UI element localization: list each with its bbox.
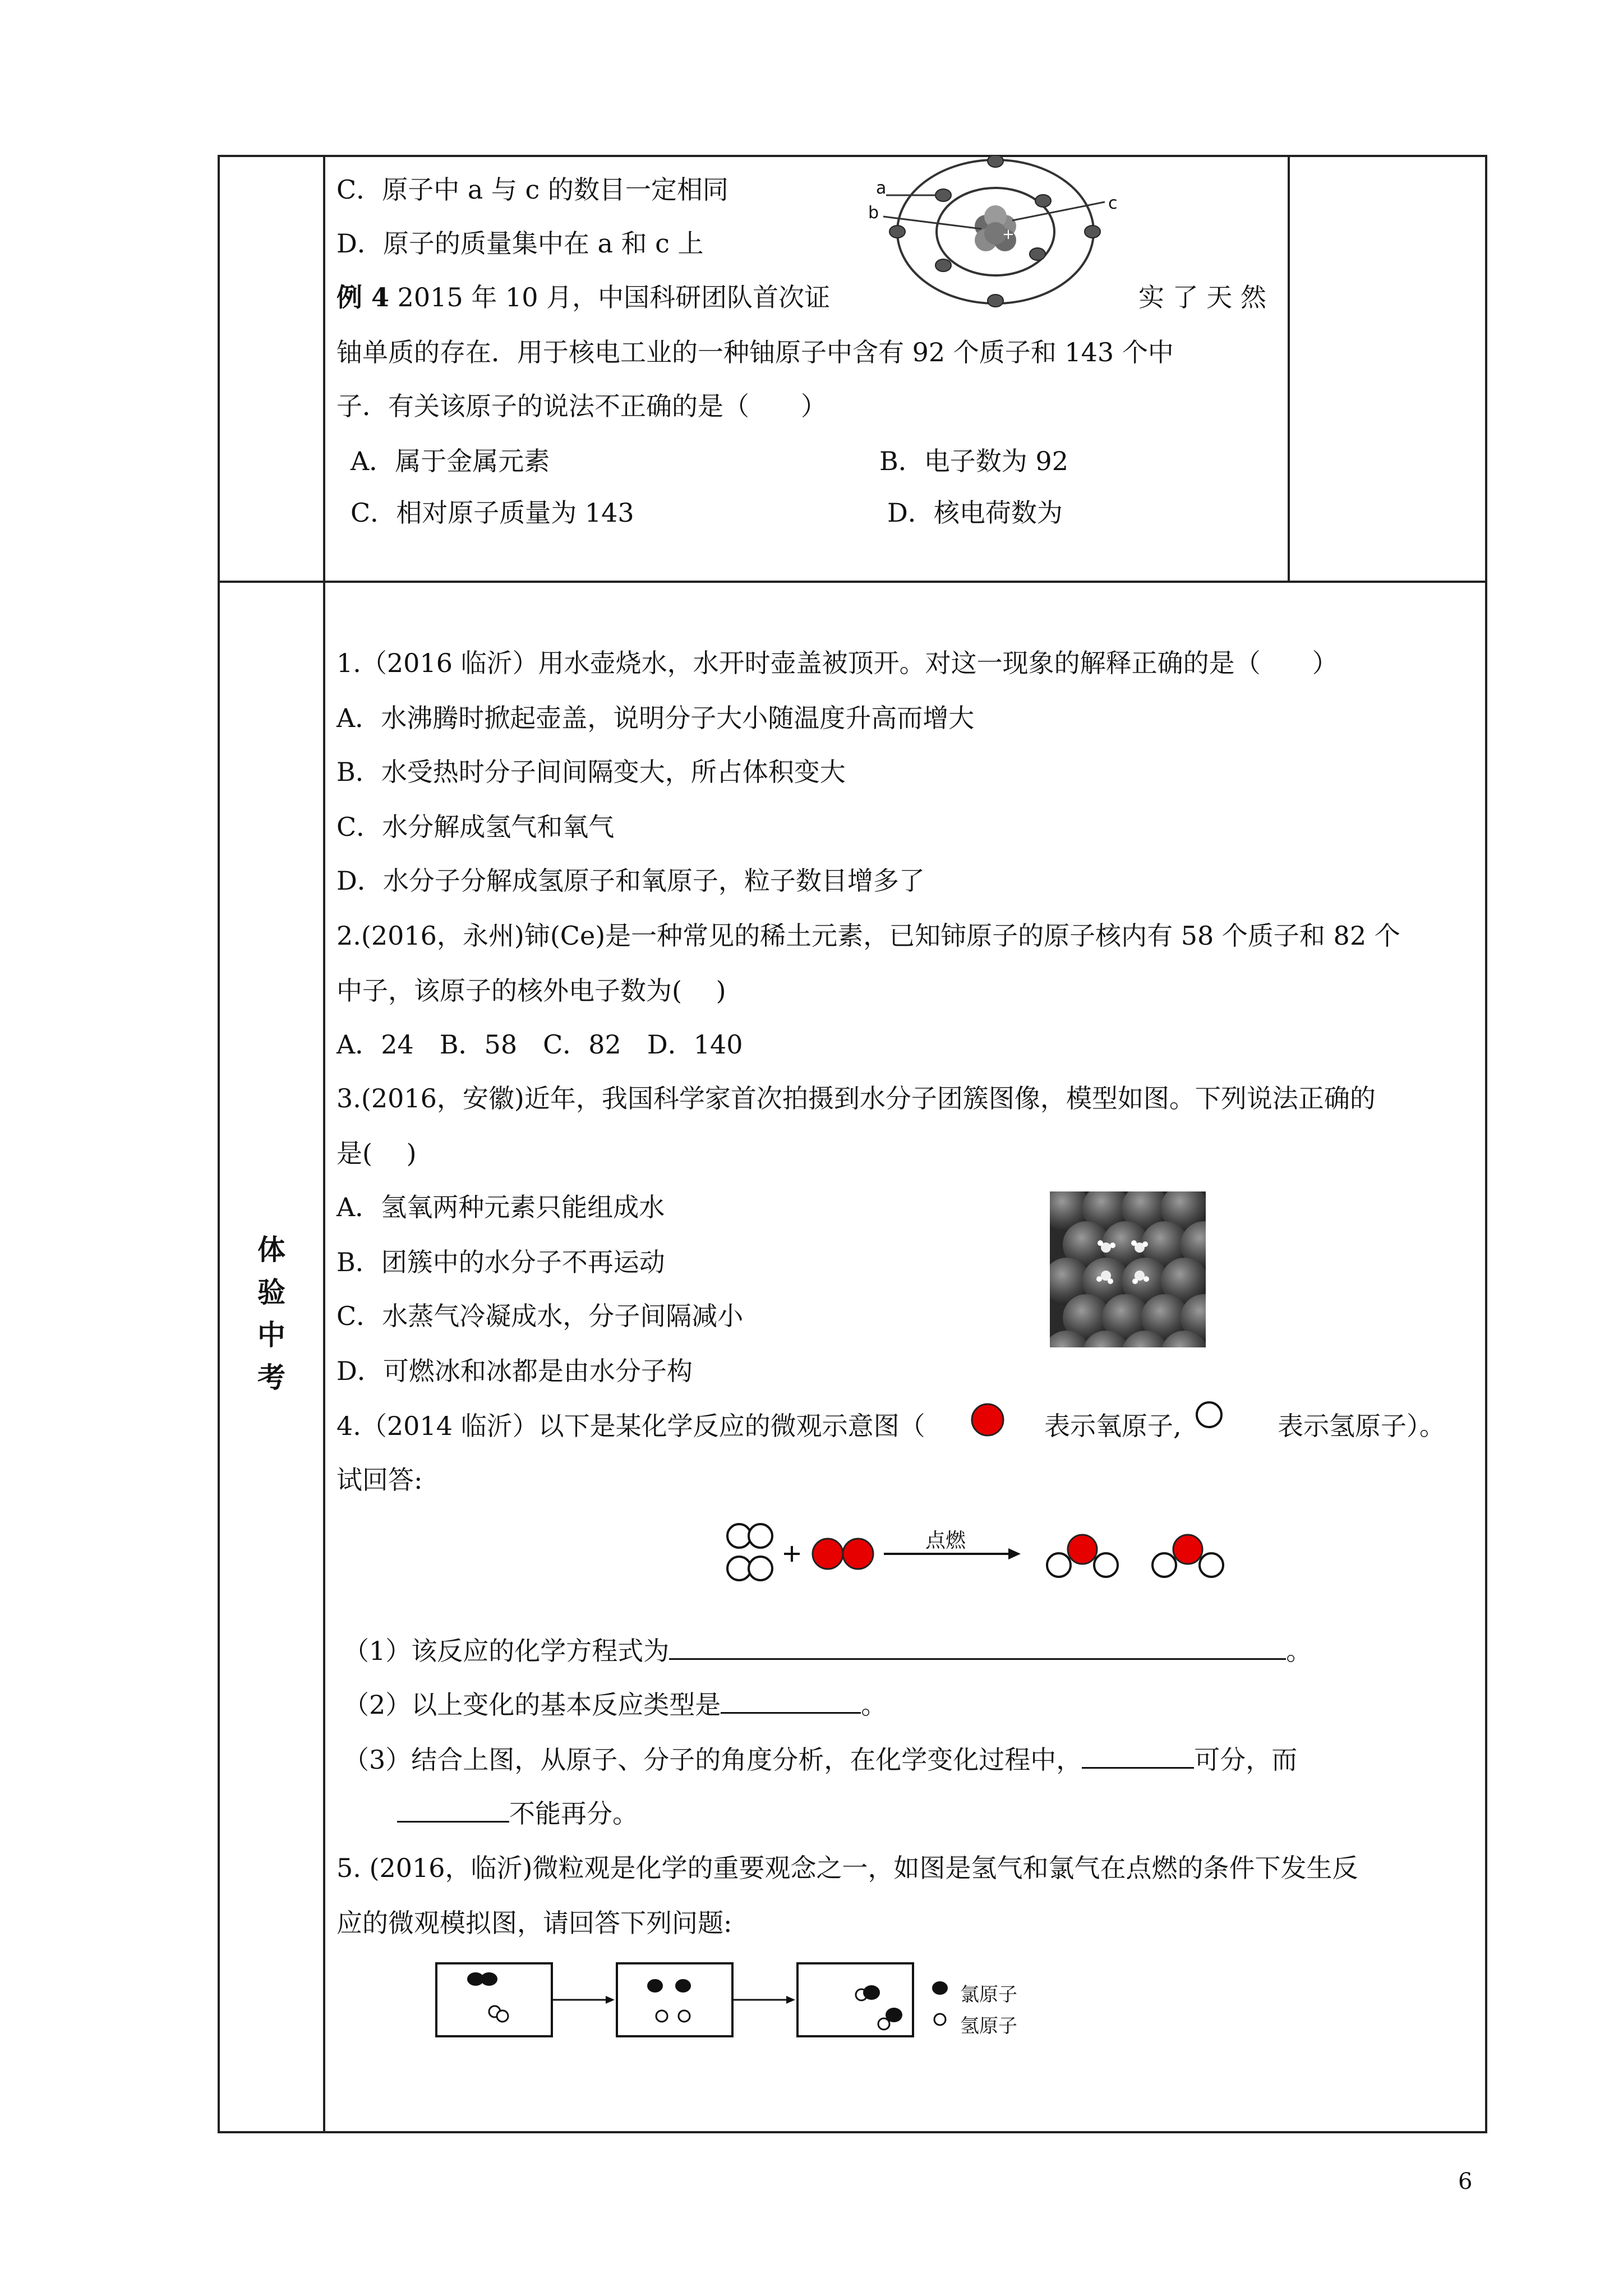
q4-part-2-end: 。: [861, 1690, 887, 1720]
example-4-option-c: C．相对原子质量为 143: [351, 498, 634, 528]
q3-option-d: D．可燃冰和冰都是由水分子构: [336, 1356, 693, 1386]
q4-indivisible-blank[interactable]: [397, 1796, 509, 1823]
q2-stem-line-2: 中子，该原子的核外电子数为( ): [336, 976, 726, 1006]
q1-option-d: D．水分子分解成氢原子和氧原子，粒子数目增多了: [336, 866, 925, 896]
side-label-char-4: 考: [257, 1361, 285, 1394]
q4-part-3: [343, 1742, 1297, 1777]
q4-stem-part-1: 4.（2014 临沂）以下是某化学反应的微观示意图（: [336, 1411, 925, 1441]
label-b: b: [868, 203, 879, 223]
q2-stem-line-1: 2.(2016，永州)铈(Ce)是一种常见的稀土元素，已知铈原子的原子核内有 58 个质子和 82 个: [336, 921, 1400, 951]
side-label-char-3: 中: [257, 1318, 285, 1351]
q4-part-1: [343, 1634, 1312, 1668]
legend-white-atom: [934, 2014, 946, 2025]
q4-reaction-type-blank[interactable]: [721, 1687, 861, 1714]
plus-sign: [784, 1546, 800, 1562]
q4-part-3-text: （3）结合上图，从原子、分子的角度分析，在化学变化过程中，: [343, 1745, 1082, 1775]
q2-options: A．24 B．58 C．82 D．140: [336, 1029, 743, 1060]
oxygen-molecule: [813, 1539, 873, 1569]
q3-option-c: C．水蒸气冷凝成水，分子间隔减小: [336, 1301, 744, 1331]
table-border-bottom: [218, 2131, 1487, 2133]
table-border-top: [218, 155, 1487, 157]
stage-3-box: [797, 1963, 913, 2036]
q4-divisible-blank[interactable]: [1082, 1742, 1194, 1769]
hydrogen-molecules: [727, 1524, 772, 1580]
page-number: 6: [1458, 2169, 1473, 2194]
atom-structure-diagram: [875, 156, 1116, 307]
stage-2-chlorine-atoms: [647, 1979, 691, 1993]
example-4-line-2: 铀单质的存在．用于核电工业的一种铀原子中含有 92 个质子和 143 个中: [336, 337, 1174, 367]
svg-text:+: +: [1002, 226, 1015, 243]
q4-stem-part-2: 表示氧原子,: [1044, 1411, 1182, 1441]
water-molecule-2: [1152, 1535, 1223, 1577]
legend-hydrogen-label: 氢原子: [960, 2015, 1017, 2037]
stage-1-chlorine-molecule: [467, 1972, 497, 1986]
stage-3-hcl-molecule-2: [878, 2008, 902, 2030]
q4-part-3-middle: 可分，而: [1194, 1745, 1298, 1775]
water-molecule-1: [1047, 1535, 1118, 1577]
q1-option-c: C．水分解成氢气和氧气: [336, 812, 615, 842]
q3-stem-line-1: 3.(2016，安徽)近年，我国科学家首次拍摄到水分子团簇图像，模型如图。下列说法正确的: [336, 1083, 1376, 1114]
q4-stem-part-3: 表示氢原子）。: [1278, 1411, 1445, 1441]
example-4-option-b: B．电子数为 92: [879, 446, 1068, 476]
option-c-line: C．原子中 a 与 c 的数目一定相同: [336, 174, 728, 205]
water-cluster-image: [1050, 1191, 1206, 1347]
q4-part-2: [343, 1687, 887, 1722]
q5-stem-line-1: 5. (2016，临沂)微粒观是化学的重要观念之一，如图是氢气和氯气在点燃的条件下发生反: [336, 1853, 1358, 1883]
table-border-inner-left: [323, 155, 325, 2133]
q5-stem-line-2: 应的微观模拟图，请回答下列问题:: [336, 1908, 732, 1938]
stage-2-hydrogen-atoms: [656, 2010, 690, 2022]
q4-part-3-line-2: [397, 1796, 638, 1830]
example-4-intro: 2015 年 10 月，中国科研团队首次证: [389, 282, 831, 312]
q4-part-3-end: 不能再分。: [509, 1798, 638, 1829]
reaction-diagram: [718, 1515, 1234, 1599]
q1-stem: 1.（2016 临沂）用水壶烧水，水开时壶盖被顶开。对这一现象的解释正确的是（ ）: [336, 648, 1338, 678]
q1-option-b: B．水受热时分子间间隔变大，所占体积变大: [336, 757, 846, 787]
q4-part-1-text: （1）该反应的化学方程式为: [343, 1636, 670, 1666]
q4-equation-blank[interactable]: [669, 1634, 1286, 1660]
table-border-left: [218, 155, 220, 2133]
stage-3-hcl-molecule-1: [856, 1985, 880, 2000]
q4-stem-line-2: 试回答:: [336, 1465, 423, 1495]
legend-chlorine-label: 氯原子: [960, 1984, 1017, 2006]
example-4-line-3: 子．有关该原子的说法不正确的是（ ）: [336, 391, 827, 421]
q4-part-1-end: 。: [1286, 1636, 1312, 1666]
hydrogen-atom-legend-icon: [1195, 1400, 1224, 1429]
q3-option-b: B．团簇中的水分子不再运动: [336, 1247, 665, 1277]
label-a: a: [876, 178, 887, 198]
example-4-option-d: D．核电荷数为: [887, 498, 1063, 528]
option-d-line: D．原子的质量集中在 a 和 c 上: [336, 228, 704, 259]
table-border-middle: [218, 581, 1487, 583]
stage-2-box: [617, 1963, 732, 2036]
legend-black-atom: [932, 1981, 948, 1995]
label-c: c: [1108, 194, 1118, 213]
example-4-label: 例 4: [336, 282, 390, 312]
q4-part-2-text: （2）以上变化的基本反应类型是: [343, 1690, 721, 1720]
side-label-char-2: 验: [257, 1276, 285, 1309]
q1-option-a: A．水沸腾时掀起壶盖，说明分子大小随温度升高而增大: [336, 703, 975, 733]
q3-option-a: A．氢氧两种元素只能组成水: [336, 1192, 665, 1222]
example-4-line-1: [336, 280, 830, 314]
example-4-line-1-tail: 实 了 天 然: [1138, 282, 1266, 312]
stage-1-hydrogen-molecule: [489, 2006, 508, 2022]
table-border-inner-right: [1288, 155, 1290, 582]
oxygen-atom-legend-icon: [969, 1401, 1006, 1438]
q3-stem-line-2: 是( ): [336, 1138, 417, 1168]
table-border-right: [1485, 155, 1487, 2133]
side-label-char-1: 体: [257, 1233, 285, 1266]
arrow-condition-label: 点燃: [925, 1529, 966, 1552]
example-4-option-a: A．属于金属元素: [351, 446, 550, 476]
